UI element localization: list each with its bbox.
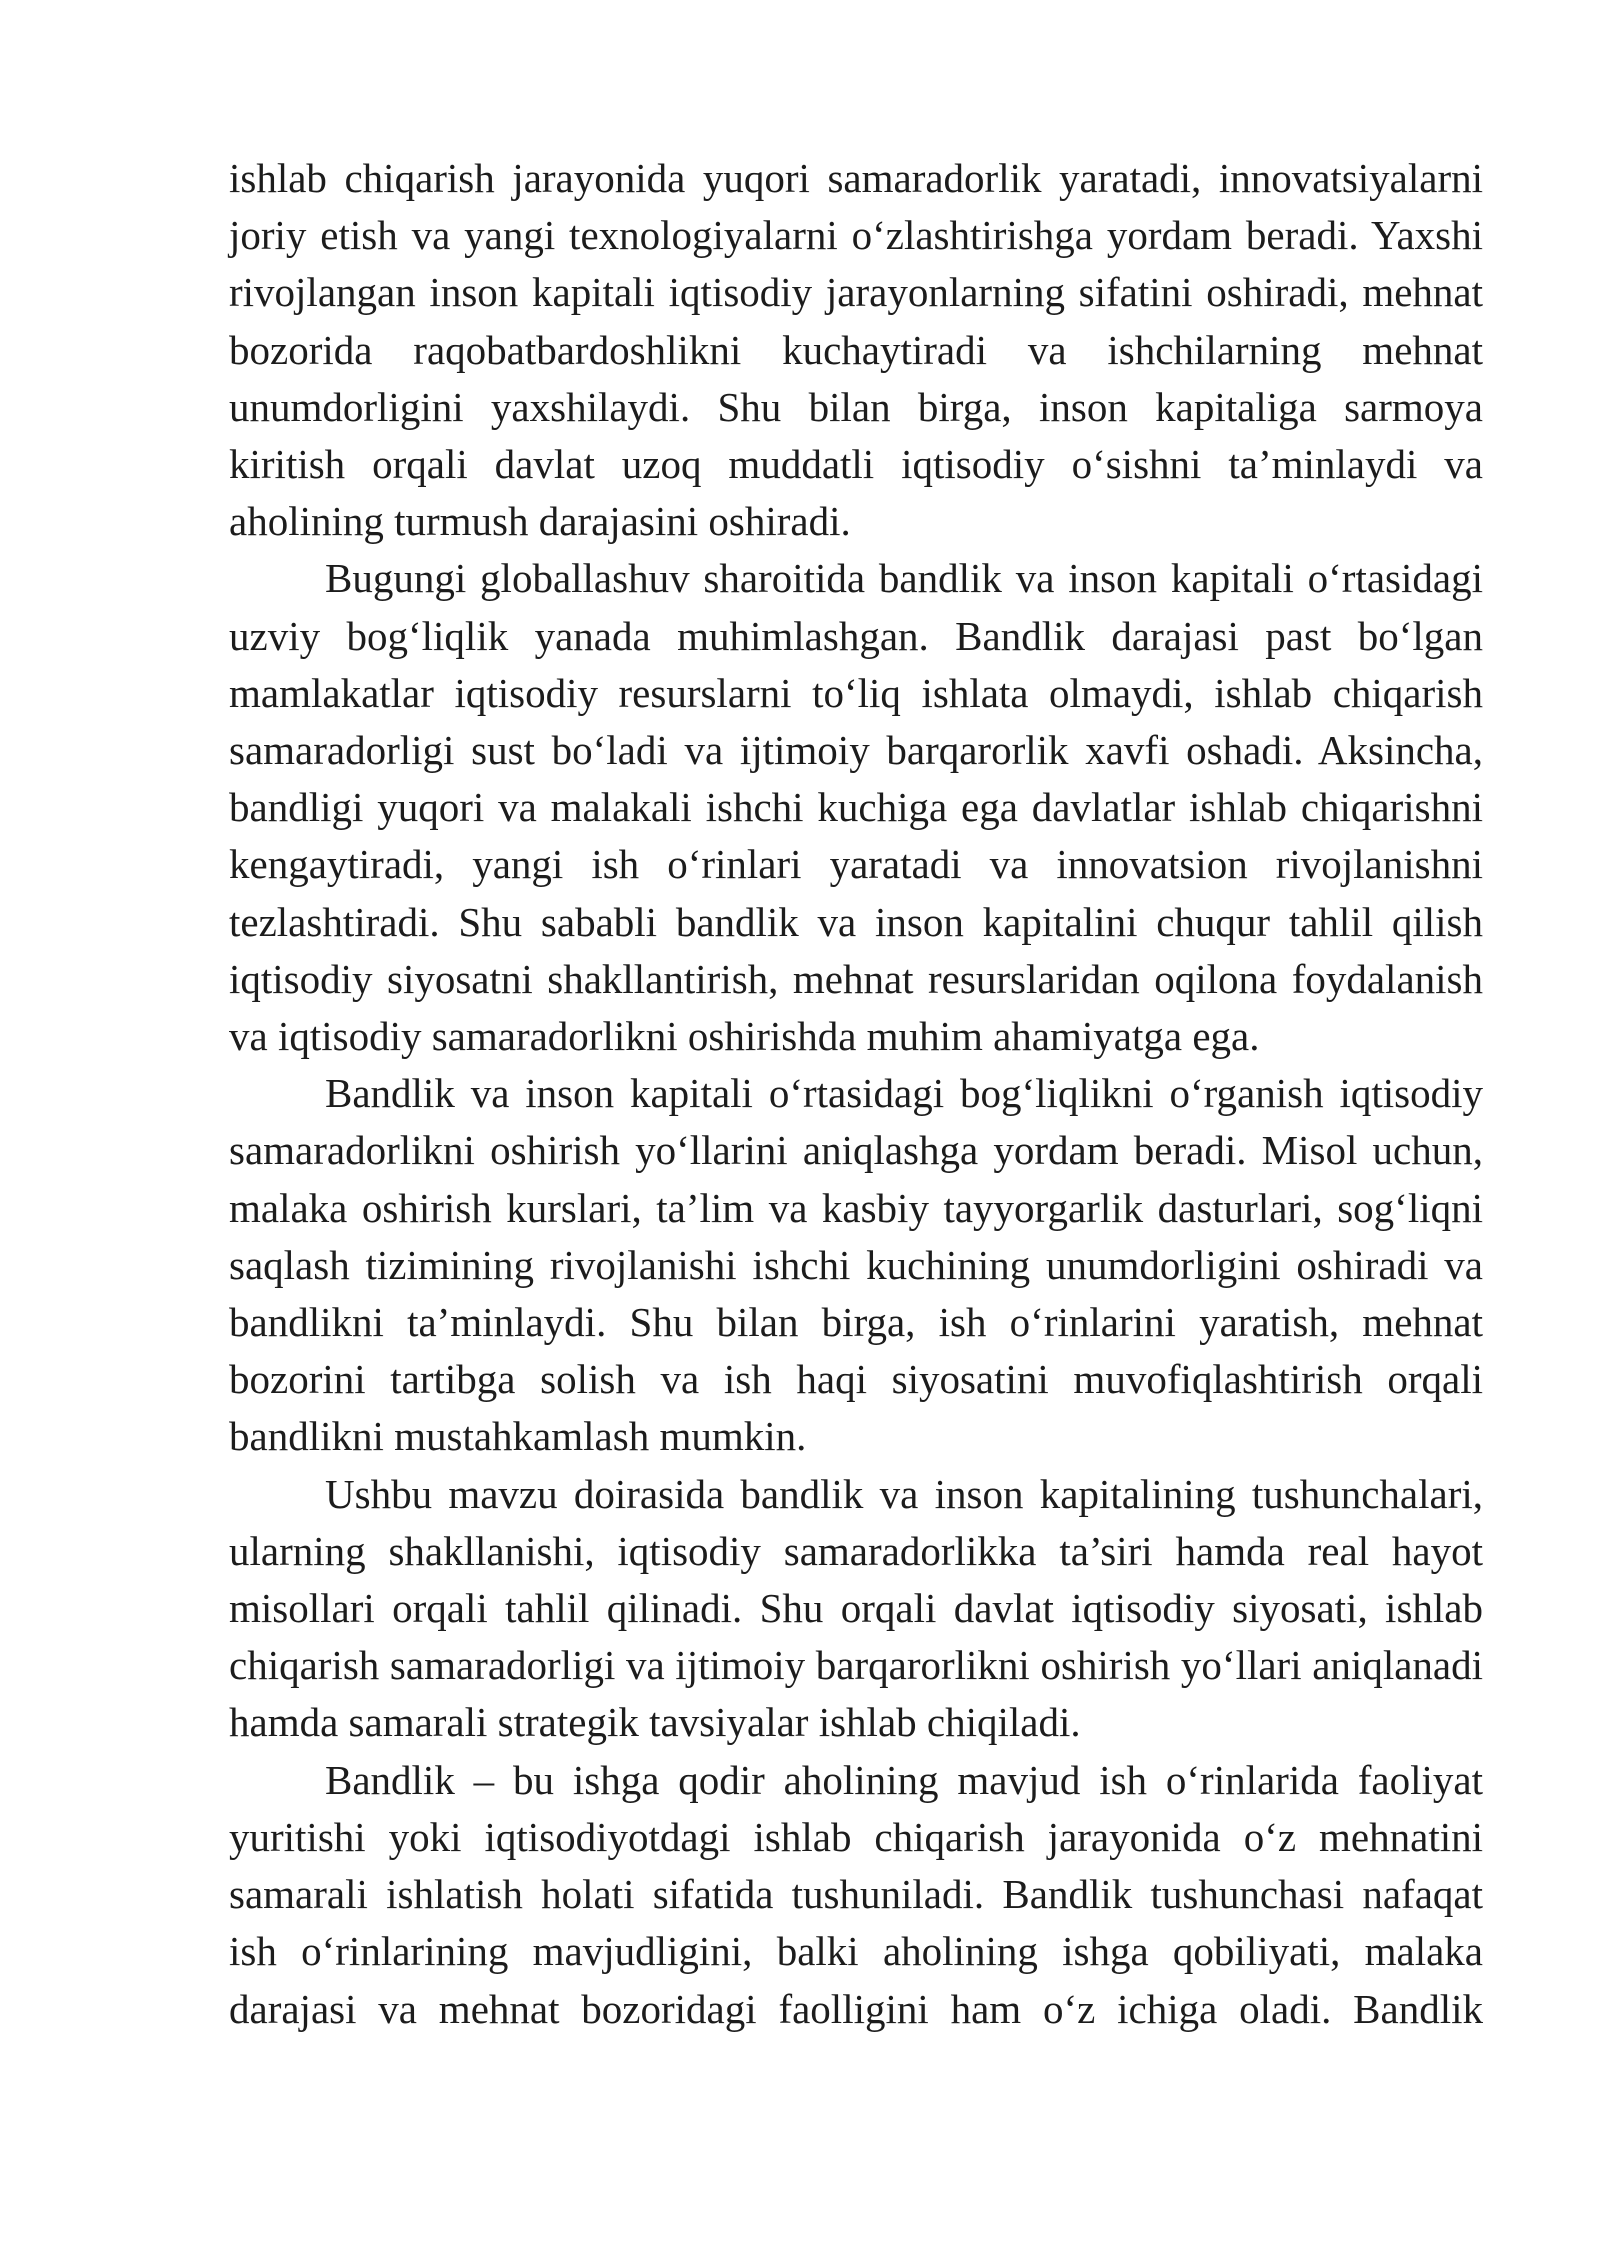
paragraph-efficiency: Bandlik va inson kapitali o‘rtasidagi bog‘liqlikni o‘rganish iqtisodiy samaradorlikni oshirish yo‘llarini aniqlashga yordam beradi. Misol uchun, malaka oshirish kurslari, ta’lim va kasbiy tayyorgarlik dasturlari, sog‘liqni saqlash tizimining rivojlanishi ishchi kuchining unumdorligini oshiradi va bandlikni ta’minlaydi. Shu bilan birga, ish o‘rinlarini yaratish, mehnat bozorini tartibga solish va ish haqi siyosatini muvofiqlashtirish orqali bandlikni mustahkamlash mumkin. [229, 1070, 1483, 1460]
paragraph-topic-scope: Ushbu mavzu doirasida bandlik va inson kapitalining tushunchalari, ularning shakllanishi, iqtisodiy samaradorlikka ta’siri hamda real hayot misollari orqali tahlil qilinadi. Shu orqali davlat iqtisodiy siyosati, ishlab chiqarish samaradorligi va ijtimoiy barqarorlikni oshirish yo‘llari aniqlanadi hamda samarali strategik tavsiyalar ishlab chiqiladi. [229, 1470, 1483, 1746]
paragraph-globalization: Bugungi globallashuv sharoitida bandlik va inson kapitali o‘rtasidagi uzviy bog‘liqlik yanada muhimlashgan. Bandlik darajasi past bo‘lgan mamlakatlar iqtisodiy resurslarni to‘liq ishlata olmaydi, ishlab chiqarish samaradorligi sust bo‘ladi va ijtimoiy barqarorlik xavfi oshadi. Aksincha, bandligi yuqori va malakali ishchi kuchiga ega davlatlar ishlab chiqarishni kengaytiradi, yangi ish o‘rinlari yaratadi va innovatsion rivojlanishni tezlashtiradi. Shu sababli bandlik va inson kapitalini chuqur tahlil qilish iqtisodiy siyosatni shakllantirish, mehnat resurslaridan oqilona foydalanish va iqtisodiy samaradorlikni oshirishda muhim ahamiyatga ega. [229, 555, 1483, 1060]
paragraph-continuation: ishlab chiqarish jarayonida yuqori samaradorlik yaratadi, innovatsiyalarni joriy etish va yangi texnologiyalarni o‘zlashtirishga yordam beradi. Yaxshi rivojlangan inson kapitali iqtisodiy jarayonlarning sifatini oshiradi, mehnat bozorida raqobatbardoshlikni kuchaytiradi va ishchilarning mehnat unumdorligini yaxshilaydi. Shu bilan birga, inson kapitaliga sarmoya kiritish orqali davlat uzoq muddatli iqtisodiy o‘sishni ta’minlaydi va aholining turmush darajasini oshiradi. [229, 155, 1483, 545]
body-text [229, 150, 1483, 2038]
paragraph-employment-definition: Bandlik – bu ishga qodir aholining mavjud ish o‘rinlarida faoliyat yuritishi yoki iqtisodiyotdagi ishlab chiqarish jarayonida o‘z mehnatini samarali ishlatish holati sifatida tushuniladi. Bandlik tushunchasi nafaqat ish o‘rinlarining mavjudligini, balki aholining ishga qobiliyati, malaka darajasi va mehnat bozoridagi faolligini ham o‘z ichiga oladi. Bandlik [229, 1756, 1483, 2032]
